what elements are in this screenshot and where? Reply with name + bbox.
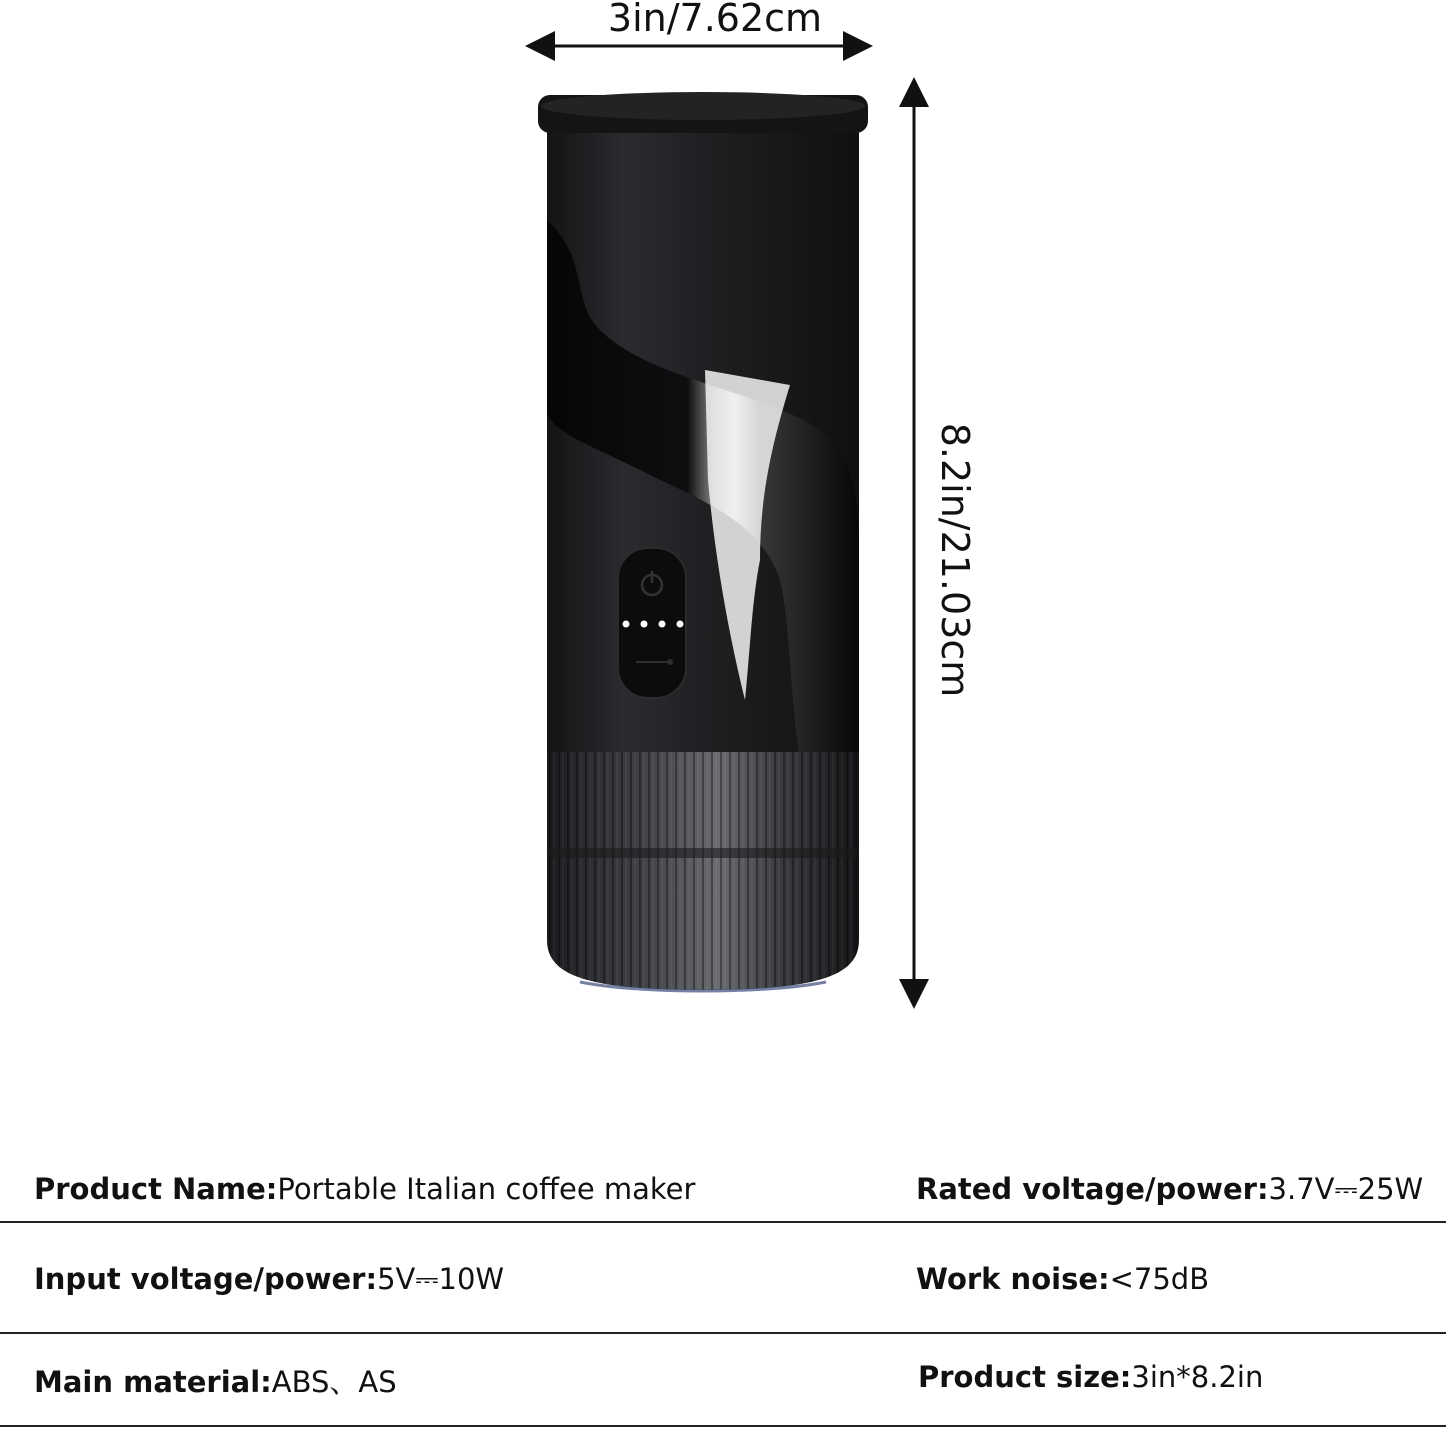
lid-top	[541, 92, 865, 120]
spec-rated-voltage	[916, 1172, 1423, 1207]
row-divider	[0, 1425, 1446, 1427]
spec-input-voltage	[34, 1262, 504, 1297]
row-divider	[0, 1332, 1446, 1334]
spec-work-noise	[916, 1262, 1209, 1296]
spec-label: Work noise:	[916, 1262, 1110, 1296]
ribbed-base-texture	[547, 752, 859, 990]
spec-label: Input voltage/power:	[34, 1262, 378, 1296]
spec-product-size	[918, 1360, 1263, 1394]
spec-label: Product Name:	[34, 1172, 278, 1206]
spec-value: 5V⎓10W	[377, 1262, 505, 1296]
spec-label: Main material:	[34, 1365, 272, 1399]
width-dimension-label: 3in/7.62cm	[607, 0, 823, 40]
spec-product-name	[34, 1172, 695, 1206]
spec-value: Portable Italian coffee maker	[277, 1172, 696, 1206]
row-divider	[0, 1221, 1446, 1223]
spec-label: Product size:	[918, 1360, 1132, 1394]
spec-main-material	[34, 1360, 397, 1401]
spec-label: Rated voltage/power:	[916, 1172, 1269, 1206]
base-band	[547, 848, 859, 858]
height-dimension-text: 8.2in/21.03cm	[933, 422, 977, 698]
spec-value: ABS、AS	[271, 1365, 397, 1399]
spec-value: <75dB	[1109, 1262, 1210, 1296]
spec-value: 3.7V⎓25W	[1268, 1172, 1424, 1206]
spec-value: 3in*8.2in	[1131, 1360, 1264, 1394]
